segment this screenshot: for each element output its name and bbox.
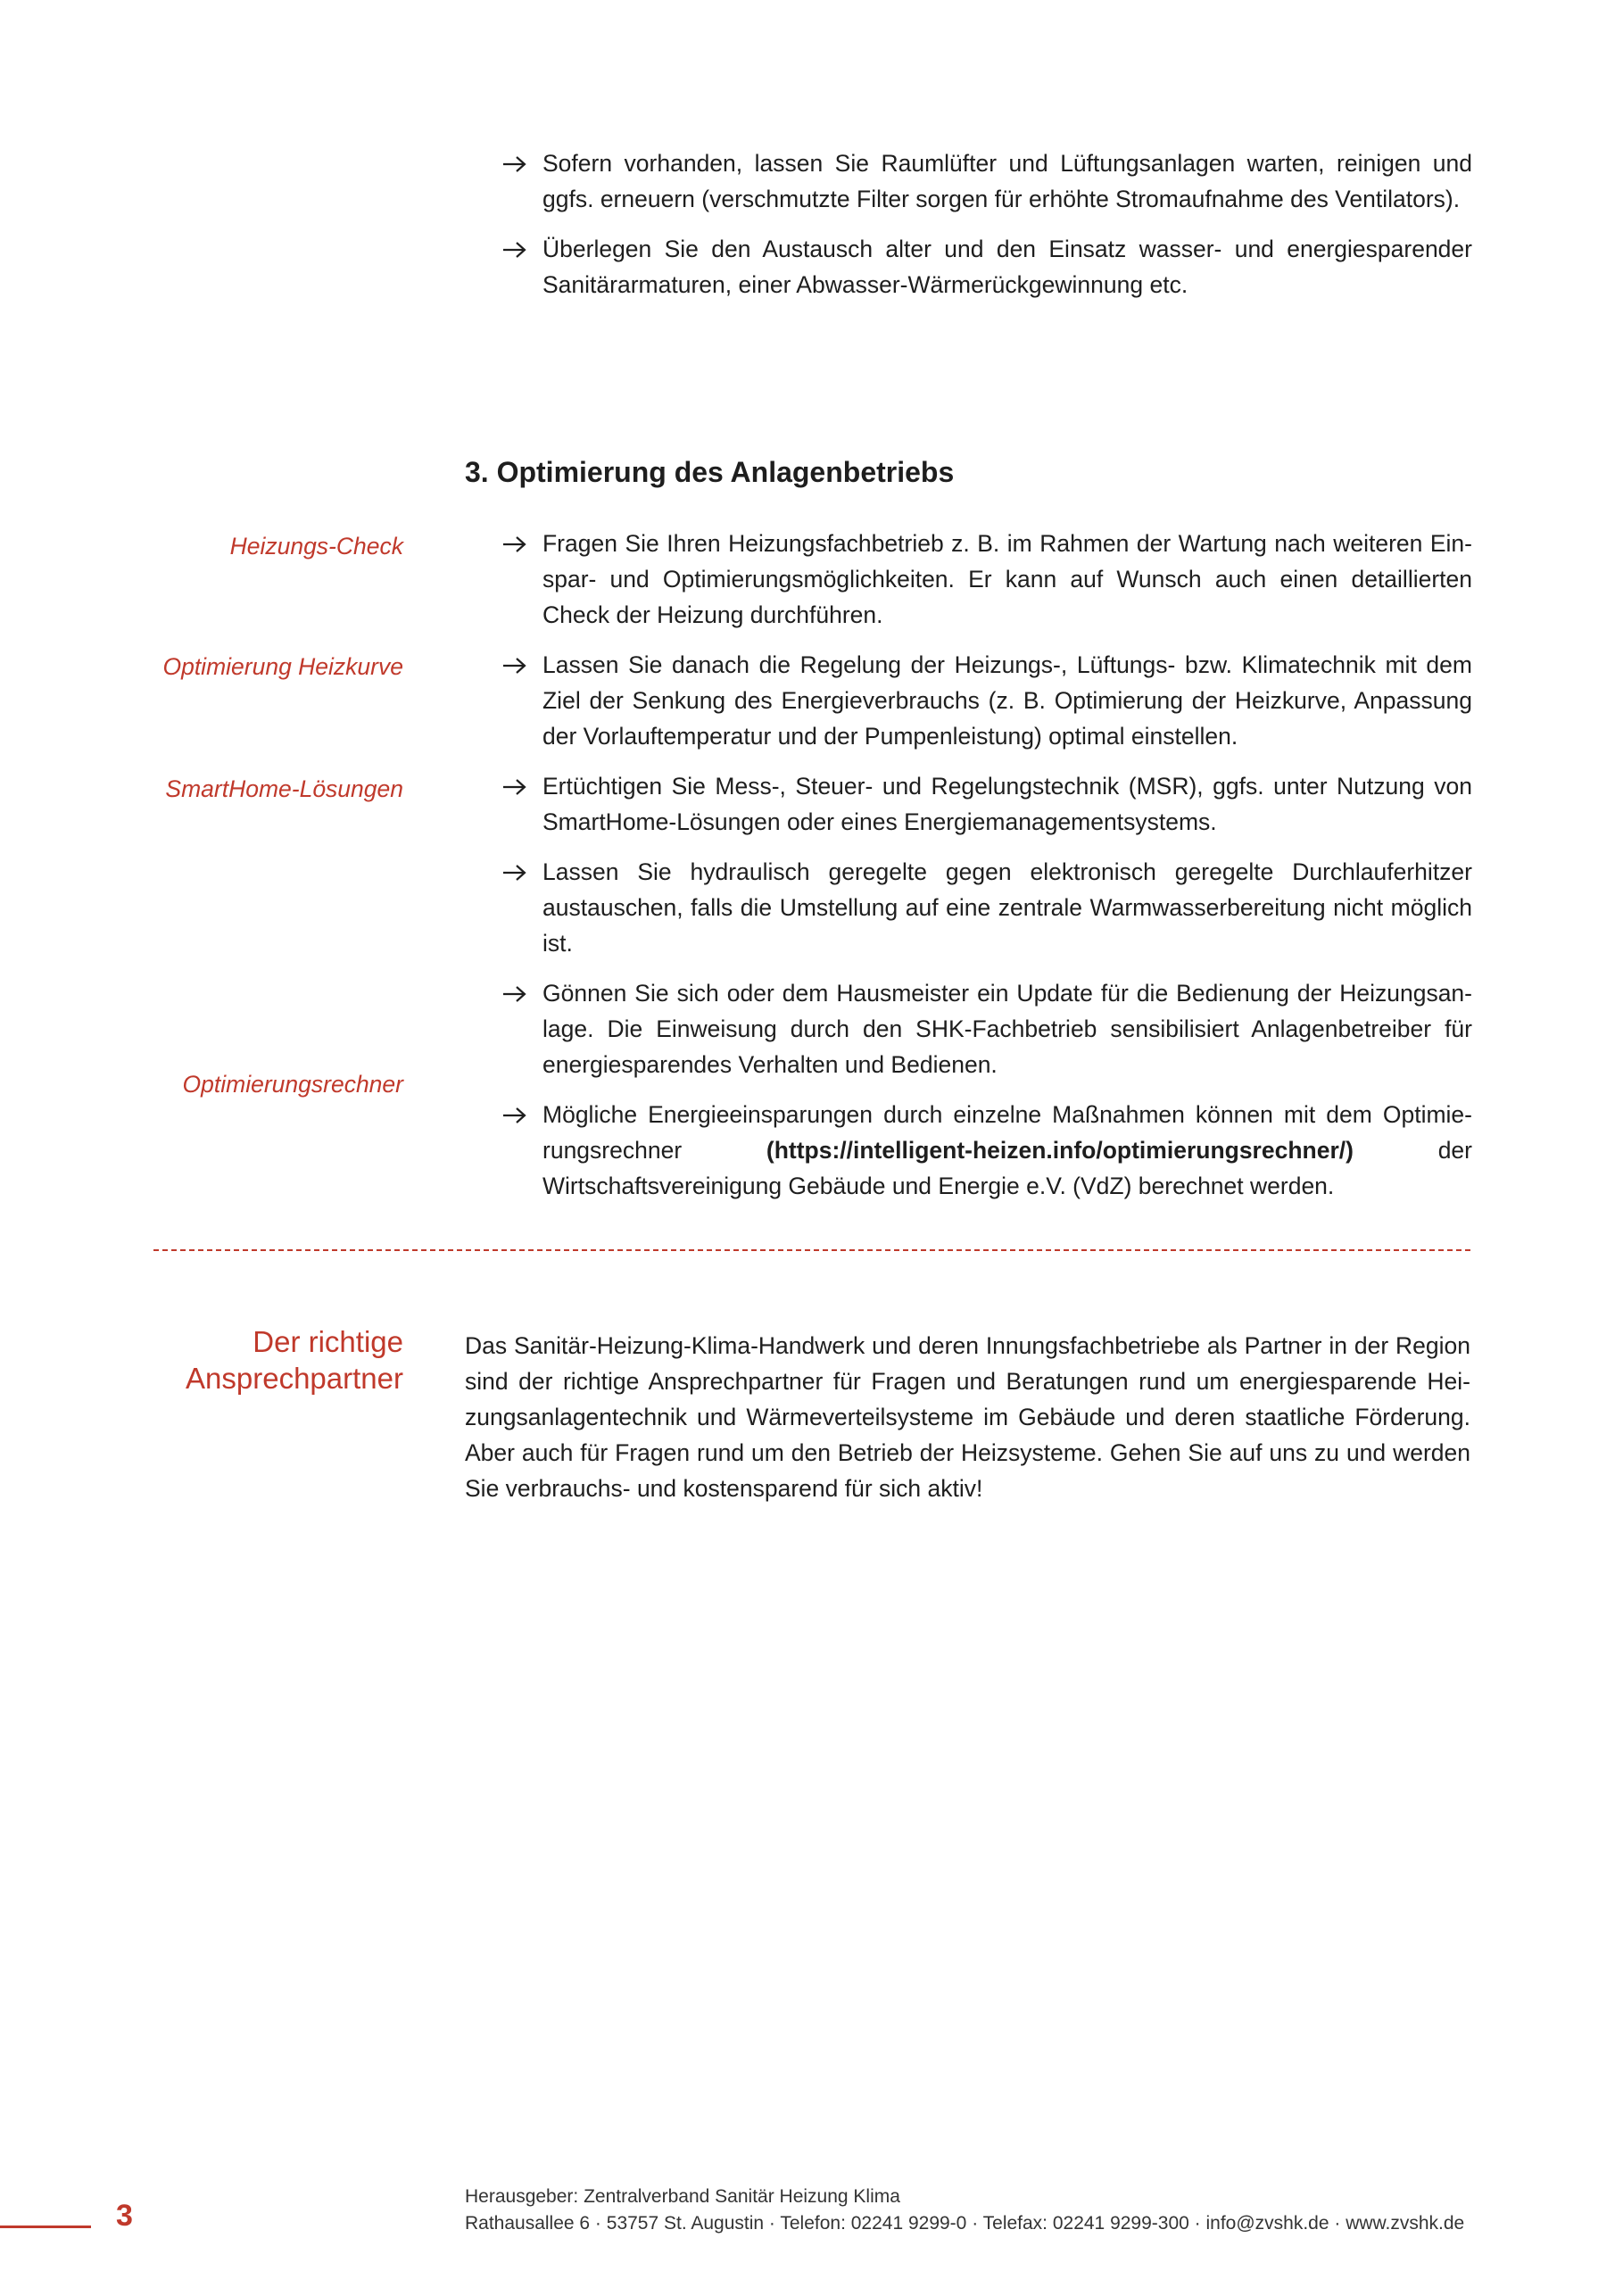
arrow-right-icon <box>501 985 528 1003</box>
side-note-heizkurve: Optimierung Heizkurve <box>162 653 403 680</box>
side-note-heizungs-check: Heizungs-Check <box>229 533 403 559</box>
bullet-text: Ertüchtigen Sie Mess-, Steuer- und Regelungstechnik (MSR), ggfs. unter Nutzung von SmartHome-Lösungen oder eines Energiemanagementsystems. <box>542 773 1472 835</box>
page-number: 3 <box>116 2199 133 2233</box>
arrow-right-icon <box>501 1107 528 1124</box>
optimierungsrechner-link[interactable]: (https://intelligent-heizen.info/optimierungsrechner/) <box>766 1137 1354 1164</box>
arrow-right-icon <box>501 778 528 796</box>
side-note-rechner: Optimierungsrechner <box>182 1071 403 1098</box>
arrow-right-icon <box>501 155 528 173</box>
list-item <box>500 1097 1472 1204</box>
arrow-right-icon <box>501 535 528 553</box>
arrow-right-icon <box>501 657 528 675</box>
arrow-right-icon <box>501 241 528 259</box>
arrow-right-icon <box>501 864 528 882</box>
list-item <box>500 975 1472 1082</box>
contact-heading <box>118 1323 403 1397</box>
section-bullet-list <box>500 526 1472 1204</box>
dashed-divider <box>153 1249 1470 1251</box>
page-number-rule <box>0 2226 91 2228</box>
footer-imprint <box>465 2184 1470 2237</box>
list-item <box>500 768 1472 840</box>
top-bullet-list <box>500 145 1472 303</box>
contact-paragraph: Das Sanitär-Heizung-Klima-Handwerk und deren Innungsfachbetriebe als Partner in der Region sind der richtige Ansprechpartner für Fragen und Beratungen rund um energiesparende Heizungsanlagentechnik und Wärmeverteilsysteme im Gebäude und deren staatliche Förderung. Aber auch für Fragen rund um den Betrieb der Heizsysteme. Gehen Sie auf uns zu und werden Sie verbrauchs- und kostensparend für sich aktiv! <box>465 1332 1470 1502</box>
contact-heading-line: Ansprechpartner <box>186 1362 403 1395</box>
footer-line-address: Rathausallee 6 · 53757 St. Augustin · Telefon: 02241 9299-0 · Telefax: 02241 9299-300 · info@zvshk.de · www.zvshk.de <box>465 2213 1465 2234</box>
section-title: 3. Optimierung des Anlagenbetriebs <box>465 456 955 488</box>
bullet-text: Überlegen Sie den Austausch alter und den Einsatz wasser- und energiesparender Sanitärarmaturen, einer Abwasser-Wärmerückgewinnung etc. <box>542 236 1472 298</box>
list-item <box>500 647 1472 754</box>
bullet-text: Fragen Sie Ihren Heizungsfachbetrieb z. B. im Rahmen der Wartung nach weiteren Einspar- und Optimierungsmöglichkeiten. Er kann auf Wunsch auch einen detaillierten Check der Heizung durchführen. <box>542 530 1472 628</box>
list-item <box>500 854 1472 961</box>
bullet-text-before: Mögliche Energieeinsparungen durch einzelne Maßnahmen können mit dem Optimierungsrechner <box>542 1101 1472 1164</box>
list-item <box>500 526 1472 633</box>
contact-heading-line: Der richtige <box>253 1325 403 1358</box>
bullet-text: Lassen Sie hydraulisch geregelte gegen elektronisch geregelte Durchlauferhitzer austauschen, falls die Umstellung auf eine zentrale Warmwasserbereitung nicht möglich ist. <box>542 858 1472 957</box>
side-note-smarthome: SmartHome-Lösungen <box>165 775 403 802</box>
bullet-text: Sofern vorhanden, lassen Sie Raumlüfter und Lüftungsanlagen warten, reinigen und ggfs. erneuern (verschmutzte Filter sorgen für erhöhte Stromaufnahme des Ventilators). <box>542 150 1472 212</box>
list-item <box>500 231 1472 303</box>
list-item <box>500 145 1472 217</box>
footer-line-publisher: Herausgeber: Zentralverband Sanitär Heizung Klima <box>465 2186 900 2207</box>
bullet-text: Lassen Sie danach die Regelung der Heizungs-, Lüftungs- bzw. Klimatechnik mit dem Ziel der Senkung des Energieverbrauchs (z. B. Optimierung der Heizkurve, Anpassung der Vorlauftemperatur und der Pumpenleistung) optimal einstellen. <box>542 651 1472 750</box>
bullet-text: Gönnen Sie sich oder dem Hausmeister ein Update für die Bedienung der Heizungsanlage. Die Einweisung durch den SHK-Fachbetrieb sensibilisiert Anlagenbetreiber für energiesparendes Verhalten und Bedienen. <box>542 980 1472 1078</box>
bullet-text-after: der Wirtschaftsvereinigung Gebäude und Energie e.V. (VdZ) berechnet werden. <box>542 1137 1472 1199</box>
